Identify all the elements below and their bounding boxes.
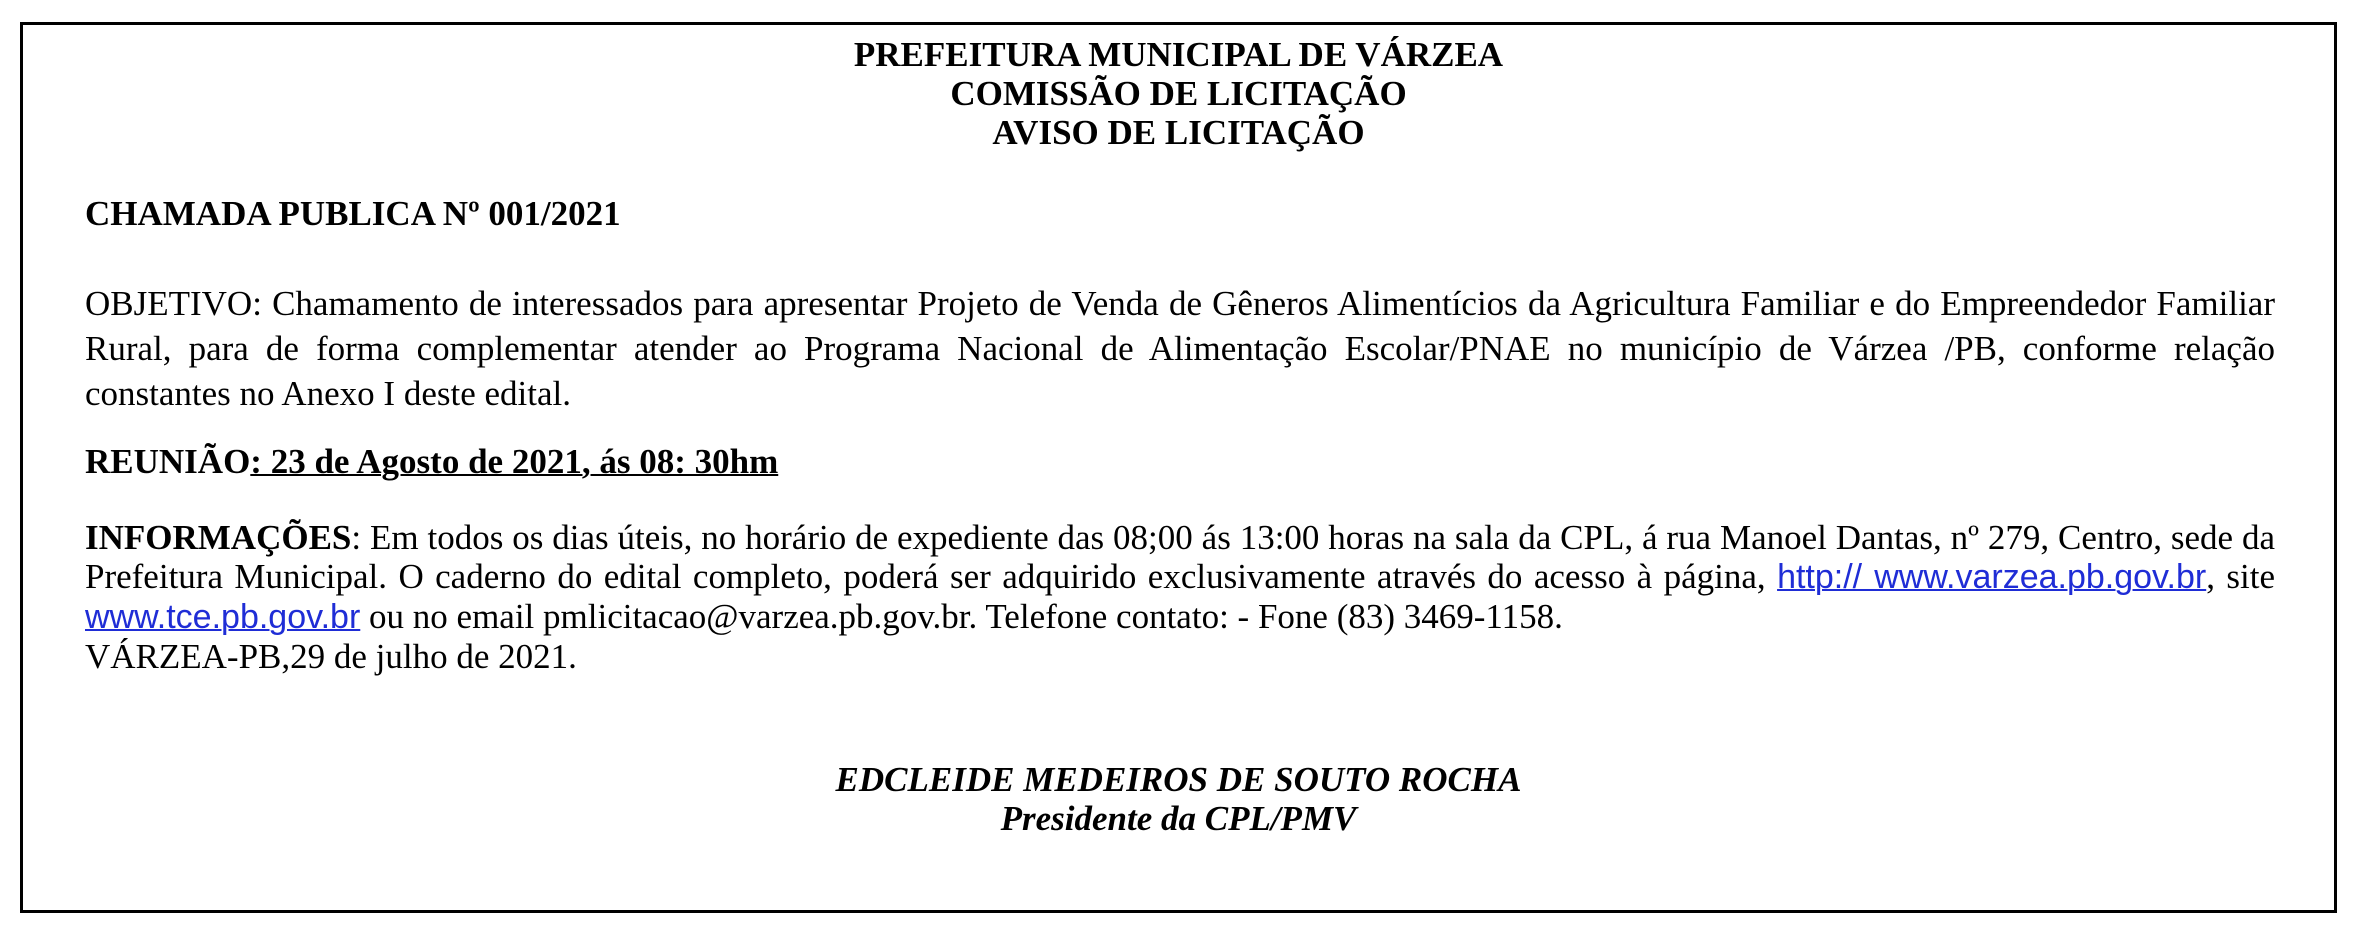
notice-header: [23, 35, 2334, 152]
notice-frame: [20, 22, 2337, 913]
varzea-site-link[interactable]: http:// www.varzea.pb.gov.br: [1777, 558, 2207, 596]
objetivo-paragraph: OBJETIVO: Chamamento de interessados para apresentar Projeto de Venda de Gêneros Alimentícios da Agricultura Familiar e do Empreendedor Familiar Rural, para de forma complementar atender ao Programa Nacional de Alimentação Escolar/PNAE no município de Várzea /PB, conforme relação constantes no Anexo I deste edital.: [85, 284, 2275, 413]
informacoes-label: INFORMAÇÕES: [85, 518, 352, 557]
informacoes-text-3: ou no email pmlicitacao@varzea.pb.gov.br. Telefone contato: - Fone (83) 3469-1158.: [360, 597, 1563, 636]
header-notice-title: AVISO DE LICITAÇÃO: [992, 113, 1365, 152]
reuniao-line: [85, 441, 2275, 483]
informacoes-paragraph: [85, 518, 2275, 676]
informacoes-text-2: , site: [2206, 557, 2275, 596]
informacoes-text-1: : Em todos os dias úteis, no horário de expediente das 08;00 ás 13:00 horas na sala da CPL, á rua Manoel Dantas, nº 279, Centro, sede da Prefeitura Municipal. O caderno do edital completo, poderá ser adquirido exclusivamente através do acesso à página,: [85, 518, 2275, 596]
signature-block: [23, 760, 2334, 838]
signature-name: EDCLEIDE MEDEIROS DE SOUTO ROCHA: [835, 760, 1522, 799]
reuniao-label: REUNIÃO: [85, 442, 251, 481]
date-line: VÁRZEA-PB,29 de julho de 2021.: [85, 637, 577, 676]
signature-role: Presidente da CPL/PMV: [1000, 799, 1357, 838]
reuniao-date: : 23 de Agosto de 2021, ás 08: 30hm: [250, 442, 779, 481]
header-commission: COMISSÃO DE LICITAÇÃO: [950, 74, 1407, 113]
header-municipality: PREFEITURA MUNICIPAL DE VÁRZEA: [853, 35, 1504, 74]
chamada-title: CHAMADA PUBLICA Nº 001/2021: [85, 194, 621, 233]
tce-site-link[interactable]: www.tce.pb.gov.br: [85, 598, 361, 636]
